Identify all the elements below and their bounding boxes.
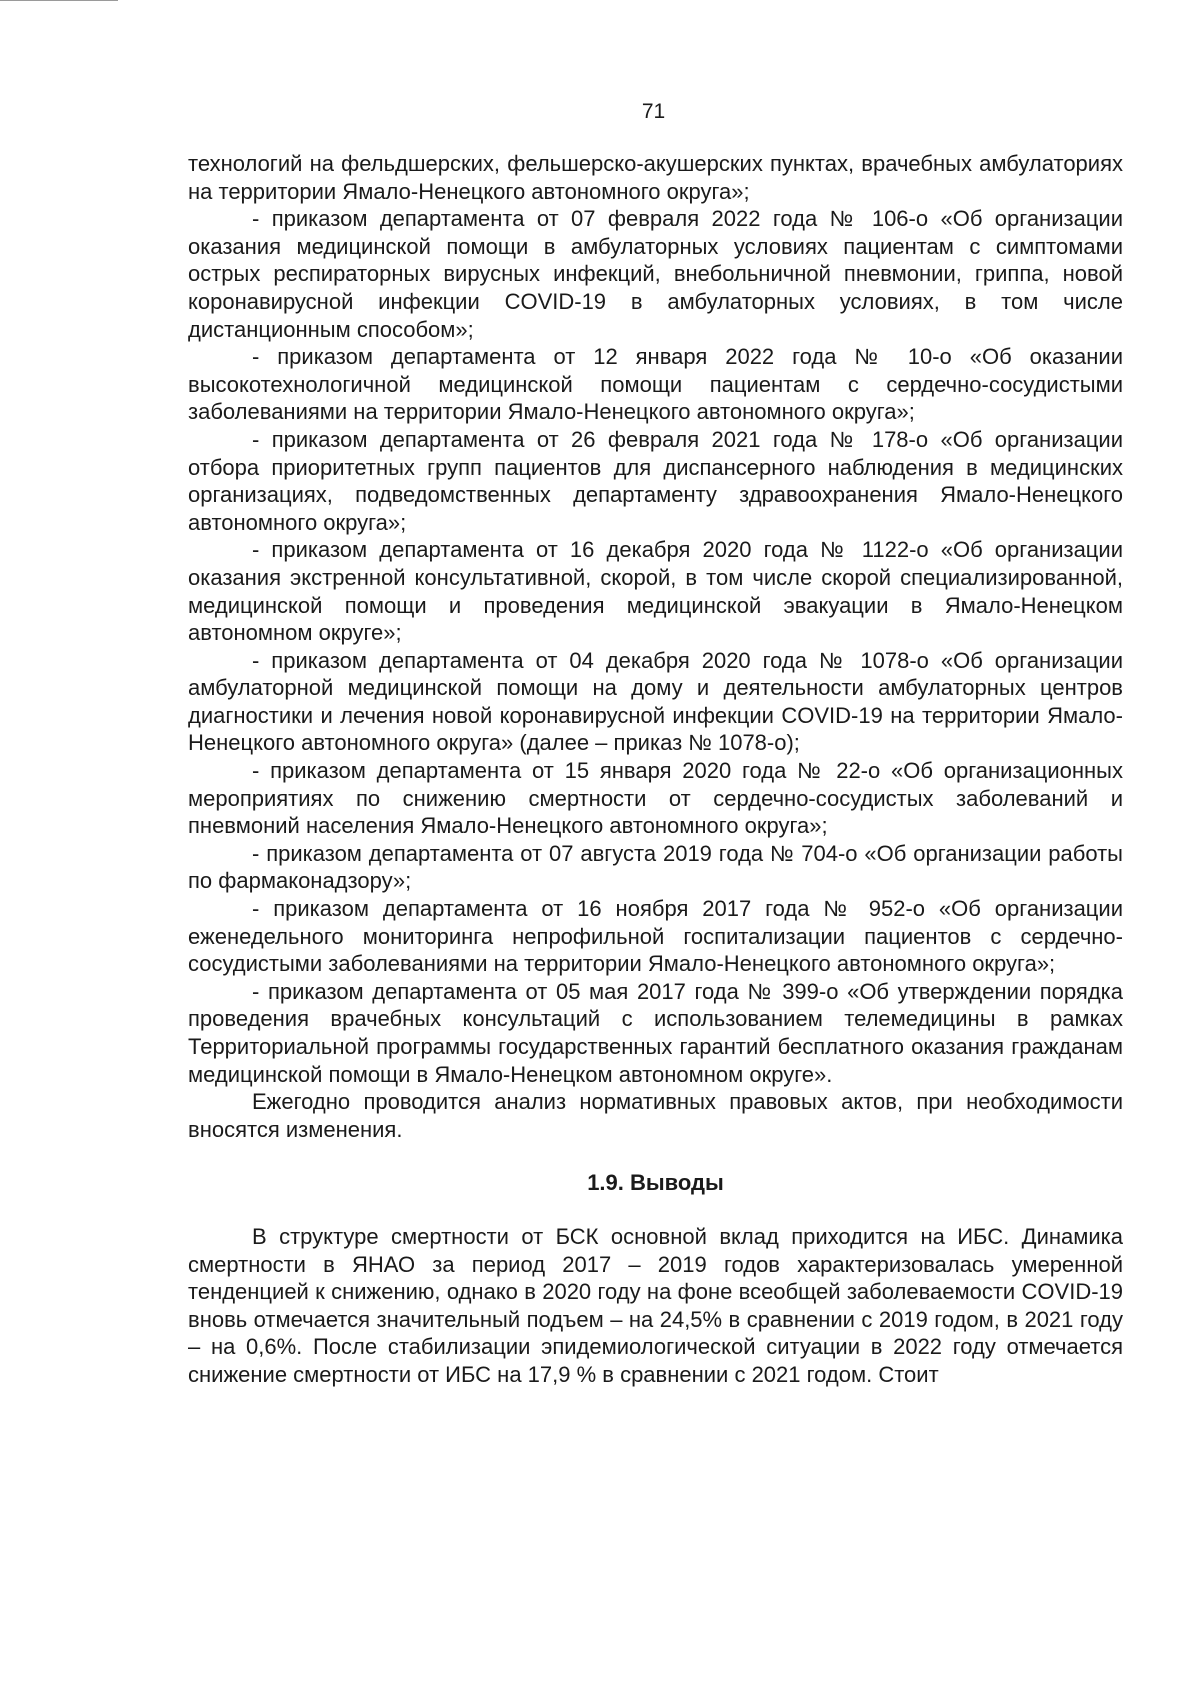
section-heading: 1.9. Выводы bbox=[587, 1170, 724, 1196]
scan-corner-mark bbox=[0, 0, 118, 1]
paragraph-order-1078: - приказом департамента от 04 декабря 2020 года № 1078-о «Об организации амбулаторной медицинской помощи на дому и деятельности амбулаторных центров диагностики и лечения новой коронавирусной инфекции COVID-19 на территории Ямало-Ненецкого автономного округа» (далее – приказ № 1078-о); bbox=[188, 647, 1123, 756]
paragraph-order-178: - приказом департамента от 26 февраля 2021 года № 178-о «Об организации отбора приоритетных групп пациентов для диспансерного наблюдения в медицинских организациях, подведомственных департаменту здравоохранения Ямало-Ненецкого автономного округа»; bbox=[188, 426, 1123, 535]
paragraph-order-952: - приказом департамента от 16 ноября 2017 года № 952-о «Об организации еженедельного мониторинга непрофильной госпитализации пациентов с сердечно-сосудистыми заболеваниями на территории Ямало-Ненецкого автономного округа»; bbox=[188, 896, 1123, 977]
paragraph-order-399: - приказом департамента от 05 мая 2017 года № 399-о «Об утверждении порядка проведения врачебных консультаций с использованием телемедицины в рамках Территориальной программы государственных гарантий бесплатного оказания гражданам медицинской помощи в Ямало-Ненецком автономном округе». bbox=[188, 978, 1123, 1087]
paragraph-order-1122: - приказом департамента от 16 декабря 2020 года № 1122-о «Об организации оказания экстренной консультативной, скорой, в том числе скорой специализированной, медицинской помощи и проведения медицинской эвакуации в Ямало-Ненецком автономном округе»; bbox=[188, 537, 1123, 646]
paragraph-order-10: - приказом департамента от 12 января 2022 года № 10-о «Об оказании высокотехнологичной медицинской помощи пациентам с сердечно-сосудистыми заболеваниями на территории Ямало-Ненецкого автономного округа»; bbox=[188, 344, 1123, 425]
paragraph-order-22: - приказом департамента от 15 января 2020 года № 22-о «Об организационных мероприятиях по снижению смертности от сердечно-сосудистых заболеваний и пневмоний населения Ямало-Ненецкого автономного округа»; bbox=[188, 758, 1123, 839]
document-body bbox=[188, 150, 1123, 1389]
paragraph-order-704: - приказом департамента от 07 августа 2019 года № 704-о «Об организации работы по фармаконадзору»; bbox=[188, 840, 1123, 894]
paragraph-order-106: - приказом департамента от 07 февраля 2022 года № 106-о «Об организации оказания медицинской помощи в амбулаторных условиях пациентам с симптомами острых респираторных вирусных инфекций, внебольничной пневмонии, гриппа, новой коронавирусной инфекции COVID-19 в амбулаторных условиях, в том числе дистанционным способом»; bbox=[188, 206, 1123, 342]
paragraph: технологий на фельдшерских, фельшерско-акушерских пунктах, врачебных амбулаториях на территории Ямало-Ненецкого автономного округа»; bbox=[188, 151, 1123, 204]
paragraph-conclusions: В структуре смертности от БСК основной вклад приходится на ИБС. Динамика смертности в ЯНАО за период 2017 – 2019 годов характеризовалась умеренной тенденцией к снижению, однако в 2020 году на фоне всеобщей заболеваемости COVID-19 вновь отмечается значительный подъем – на 24,5% в сравнении с 2019 годом, в 2021 году – на 0,6%. После стабилизации эпидемиологической ситуации в 2022 году отмечается снижение смертности от ИБС на 17,9 % в сравнении с 2021 годом. Стоит bbox=[188, 1223, 1123, 1387]
page-number: 71 bbox=[641, 100, 666, 123]
paragraph-annual-analysis: Ежегодно проводится анализ нормативных правовых актов, при необходимости вносятся изменения. bbox=[188, 1089, 1123, 1142]
